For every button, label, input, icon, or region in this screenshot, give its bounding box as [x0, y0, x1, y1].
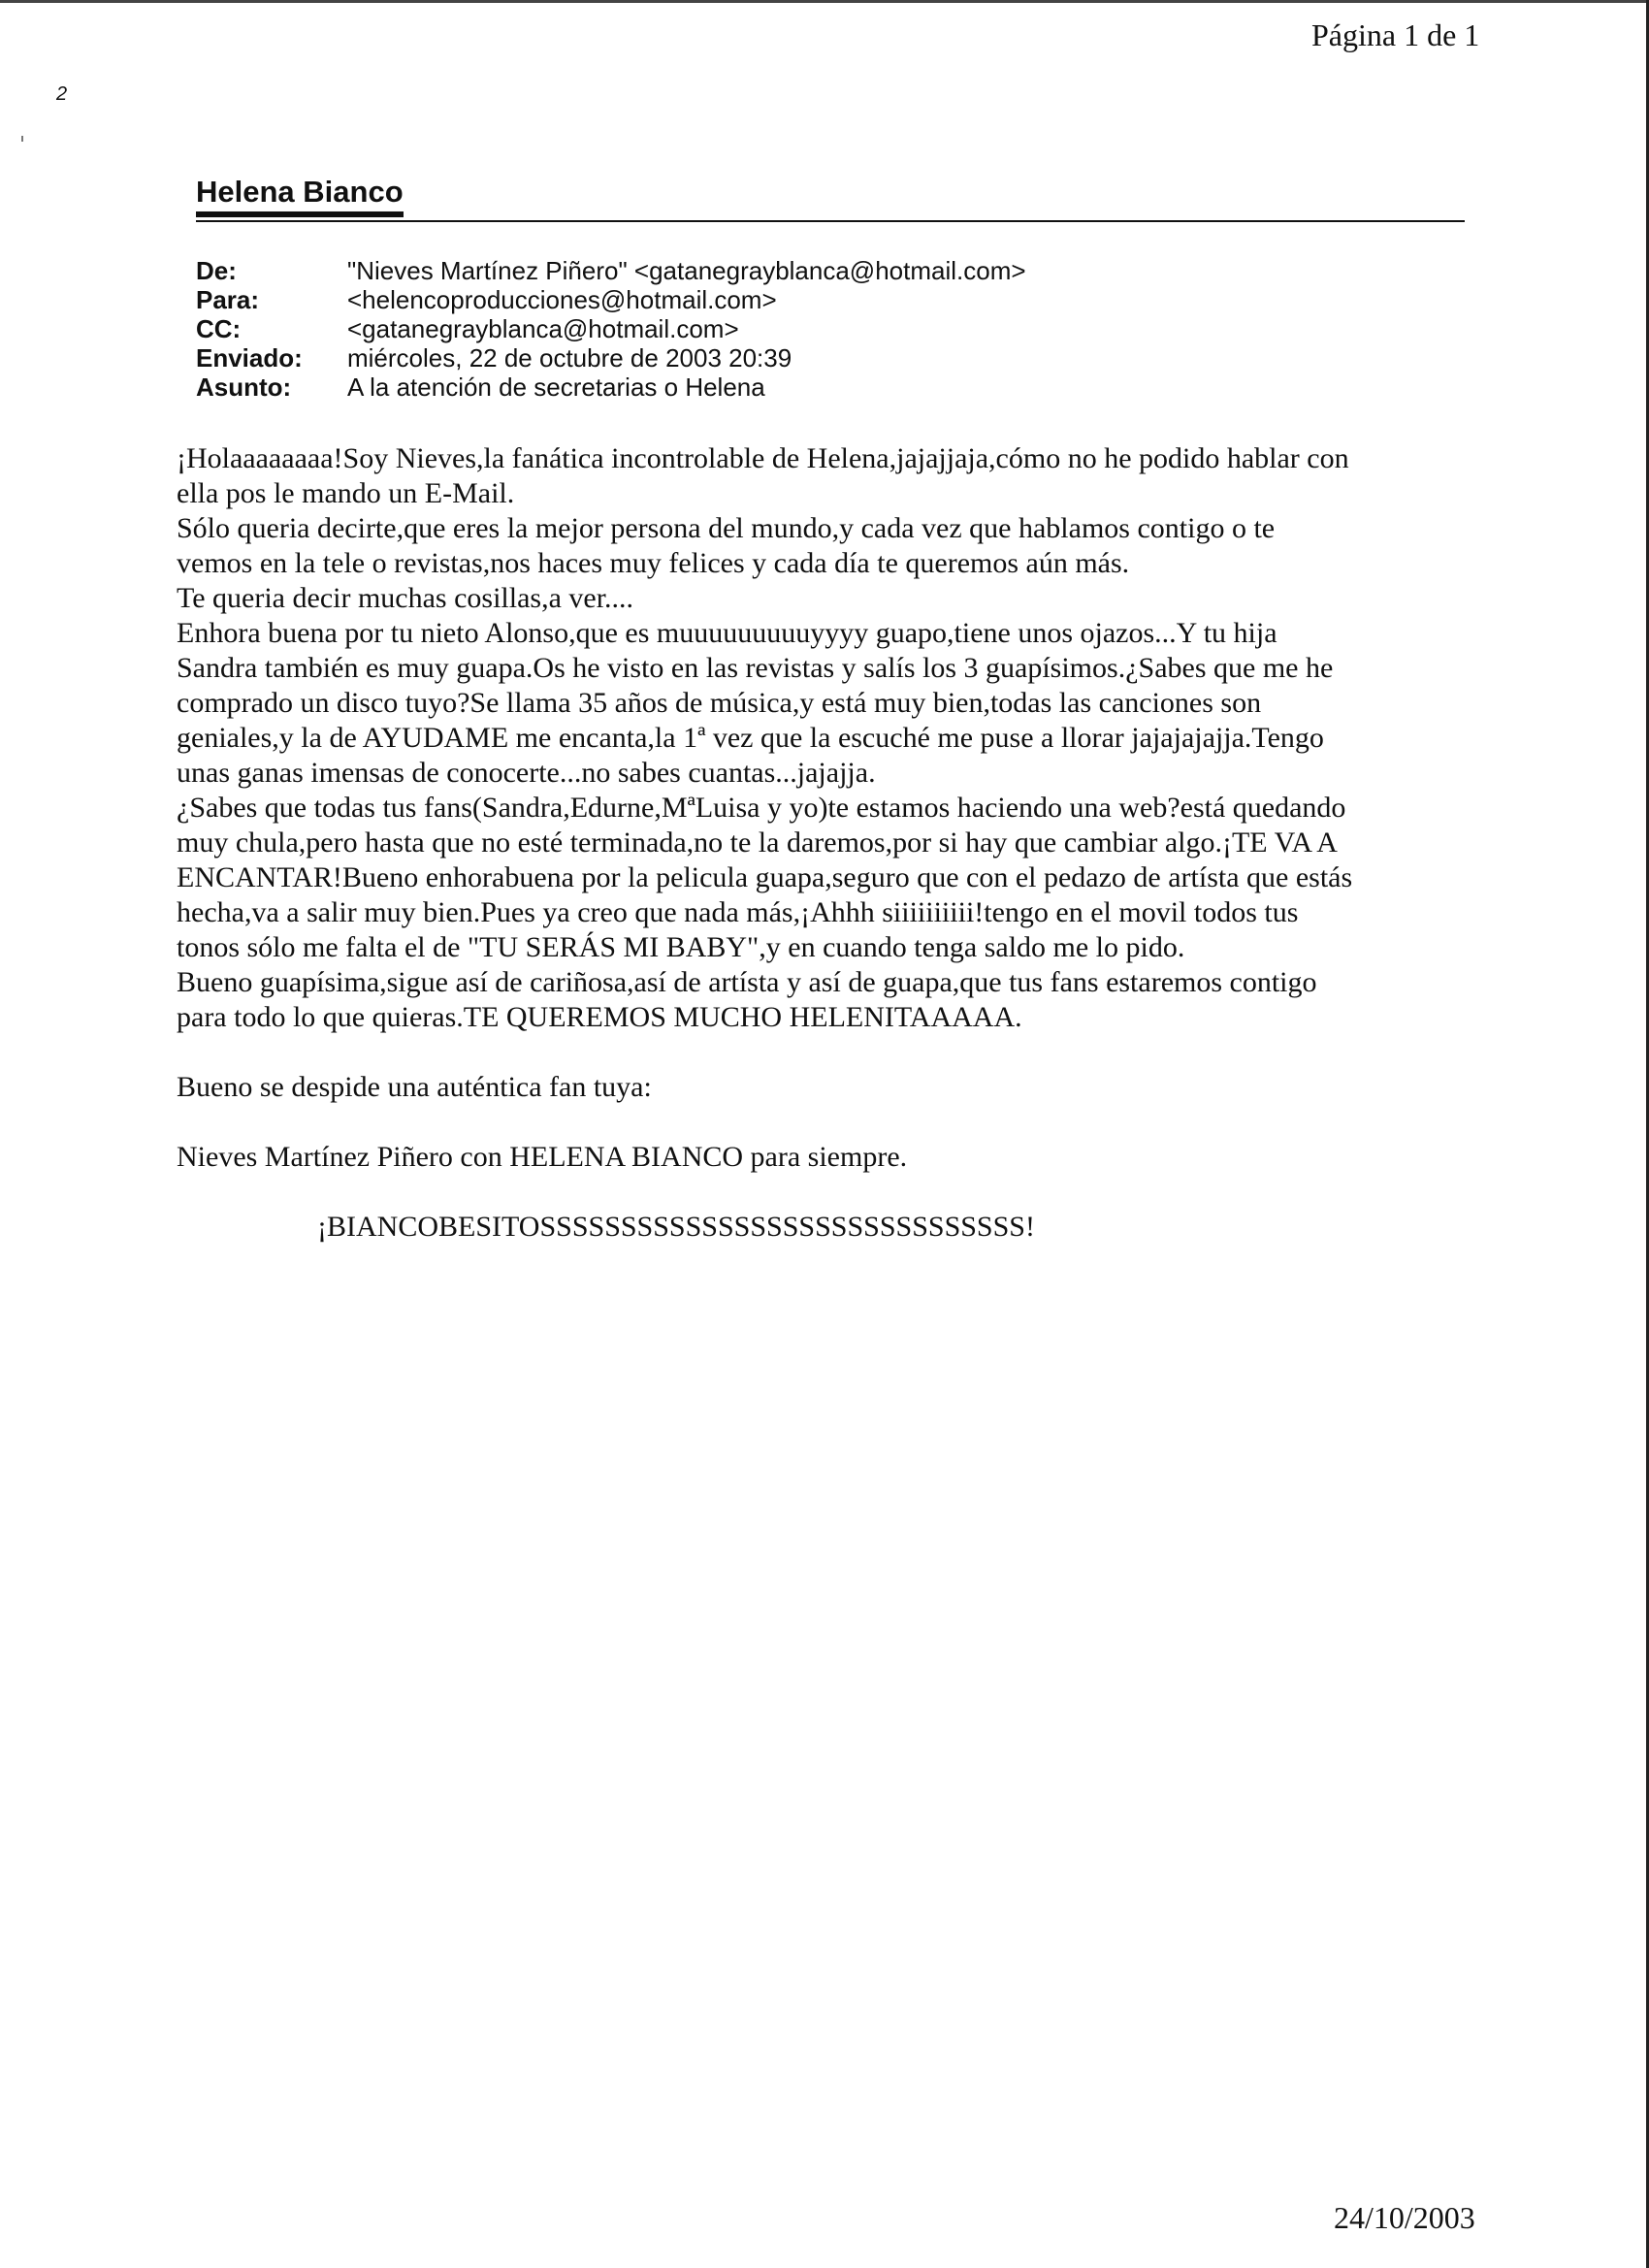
body-line: tonos sólo me falta el de "TU SERÁS MI BABY",y en cuando tenga saldo me lo pido. [177, 931, 1185, 963]
header-row-subject [196, 373, 1026, 402]
scan-mark [21, 136, 23, 142]
header-row-sent [196, 343, 1026, 373]
scan-edge-top [0, 0, 1649, 3]
body-line: Sólo queria decirte,que eres la mejor persona del mundo,y cada vez que hablamos contigo o te [177, 512, 1276, 544]
sender-name: Helena Bianco [196, 175, 404, 217]
email-headers [196, 256, 1026, 402]
header-value: "Nieves Martínez Piñero" <gatanegrayblanca@hotmail.com> [347, 256, 1026, 285]
margin-note: 2 [56, 83, 68, 105]
body-line: comprado un disco tuyo?Se llama 35 años de música,y está muy bien,todas las canciones son [177, 687, 1262, 719]
body-line: Enhora buena por tu nieto Alonso,que es muuuuuuuuuyyyy guapo,tiene unos ojazos...Y tu hija [177, 617, 1277, 649]
body-line: unas ganas imensas de conocerte...no sabes cuantas...jajajja. [177, 757, 876, 789]
header-label: Enviado: [196, 343, 303, 373]
header-value: <gatanegrayblanca@hotmail.com> [347, 314, 739, 343]
farewell-line: Bueno se despide una auténtica fan tuya: [177, 1071, 652, 1103]
body-line: ¿Sabes que todas tus fans(Sandra,Edurne,MªLuisa y yo)te estamos haciendo una web?está quedando [177, 792, 1346, 824]
body-line: vemos en la tele o revistas,nos haces muy felices y cada día te queremos aún más. [177, 547, 1130, 579]
body-line: Sandra también es muy guapa.Os he visto en las revistas y salís los 3 guapísimos.¿Sabes que me he [177, 652, 1334, 684]
body-line: para todo lo que quieras.TE QUEREMOS MUCHO HELENITAAAAA. [177, 1001, 1022, 1033]
header-row-to [196, 285, 1026, 314]
header-label: Asunto: [196, 373, 292, 402]
page-number: Página 1 de 1 [1311, 17, 1480, 52]
body-line: ENCANTAR!Bueno enhorabuena por la pelicula guapa,seguro que con el pedazo de artísta que estás [177, 861, 1353, 893]
body-line: muy chula,pero hasta que no esté terminada,no te la daremos,por si hay que cambiar algo.¡TE VA A [177, 826, 1338, 859]
body-line: Bueno guapísima,sigue así de cariñosa,así de artísta y así de guapa,que tus fans estaremos contigo [177, 966, 1317, 998]
header-label: De: [196, 256, 237, 285]
header-label: Para: [196, 285, 260, 314]
header-row-from [196, 256, 1026, 285]
header-value: miércoles, 22 de octubre de 2003 20:39 [347, 343, 792, 373]
title-divider [196, 220, 1465, 222]
header-label: CC: [196, 314, 242, 343]
body-line: ella pos le mando un E-Mail. [177, 477, 515, 509]
print-date: 24/10/2003 [1334, 2200, 1475, 2235]
email-body [177, 441, 1481, 1245]
header-row-cc [196, 314, 1026, 343]
signature-line: Nieves Martínez Piñero con HELENA BIANCO para siempre. [177, 1141, 908, 1173]
header-value: A la atención de secretarias o Helena [347, 373, 765, 402]
body-line: ¡Holaaaaaaaa!Soy Nieves,la fanática incontrolable de Helena,jajajjaja,cómo no he podido hablar con [177, 442, 1349, 474]
body-line: Te queria decir muchas cosillas,a ver.... [177, 582, 634, 614]
body-line: geniales,y la de AYUDAME me encanta,la 1ª vez que la escuché me puse a llorar jajajajajja.Tengo [177, 722, 1324, 754]
closing-line: ¡BIANCOBESITOSSSSSSSSSSSSSSSSSSSSSSSSSSSSSS! [317, 1211, 1035, 1243]
header-value: <helencoproducciones@hotmail.com> [347, 285, 777, 314]
body-line: hecha,va a salir muy bien.Pues ya creo que nada más,¡Ahhh siiiiiiiiii!tengo en el movil todos tus [177, 896, 1299, 928]
